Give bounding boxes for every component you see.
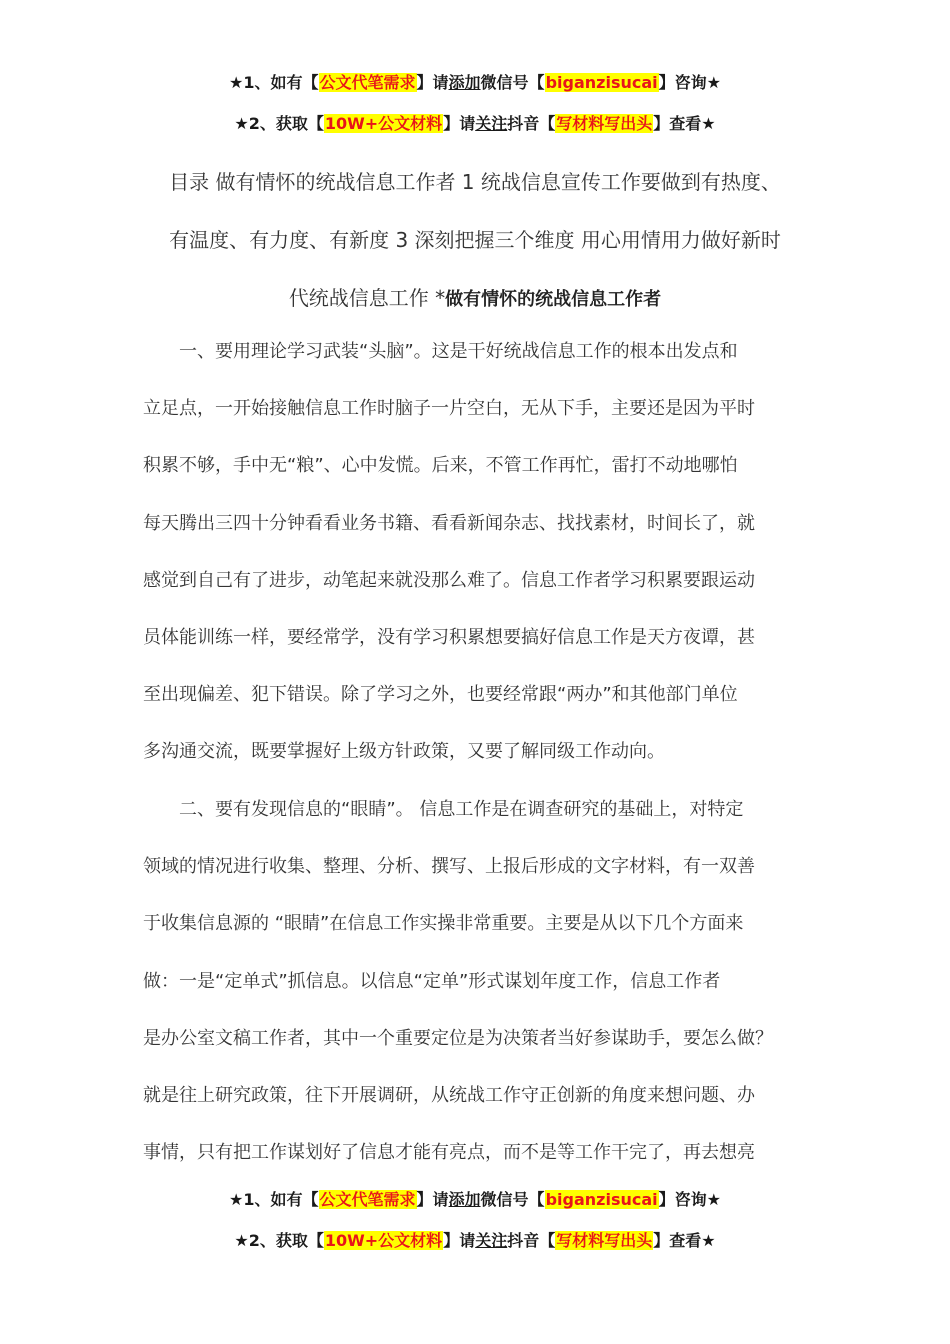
- paragraph-line: 领域的情况进行收集、整理、分析、撰写、上报后形成的文字材料，有一双善: [143, 856, 755, 878]
- banner-prefix: ★1、如有【: [229, 73, 319, 92]
- banner-prefix: ★1、如有【: [229, 1190, 319, 1209]
- banner-suffix: 】查看★: [653, 1231, 716, 1250]
- paragraph-2: [143, 781, 813, 1181]
- table-of-contents: [143, 153, 807, 329]
- banner-suffix: 】查看★: [653, 114, 716, 133]
- banner-highlight: biganzisucai: [545, 73, 658, 92]
- section-title: 做有情怀的统战信息工作者: [445, 289, 662, 310]
- banner-text: 微信号【: [480, 1190, 545, 1209]
- toc-line-3-prefix: 代统战信息工作 *: [288, 286, 446, 310]
- banner-highlight: biganzisucai: [545, 1190, 658, 1209]
- paragraph-line: 就是往上研究政策，往下开展调研，从统战工作守正创新的角度来想问题、办: [143, 1084, 755, 1106]
- banner-emphasis: 添加: [448, 73, 481, 92]
- paragraph-line: 多沟通交流，既要掌握好上级方针政策，又要了解同级工作动向。: [143, 741, 665, 763]
- header-banner-line-1: [0, 70, 950, 93]
- paragraph-1: [143, 323, 813, 781]
- toc-line-1: 目录 做有情怀的统战信息工作者 1 统战信息宣传工作要做到有热度、: [169, 170, 781, 194]
- banner-emphasis: 关注: [475, 114, 508, 133]
- banner-highlight: 10W+公文材料: [324, 1231, 443, 1250]
- paragraph-line: 是办公室文稿工作者，其中一个重要定位是为决策者当好参谋助手，要怎么做？: [143, 1027, 773, 1049]
- banner-highlight: 10W+公文材料: [324, 114, 443, 133]
- banner-suffix: 】咨询★: [658, 1190, 721, 1209]
- paragraph-line: 于收集信息源的 “眼睛”在信息工作实操非常重要。主要是从以下几个方面来: [143, 913, 744, 935]
- banner-emphasis: 关注: [475, 1231, 508, 1250]
- paragraph-line: 感觉到自己有了进步，动笔起来就没那么难了。信息工作者学习积累要跟运动: [143, 569, 755, 591]
- paragraph-line: 立足点，一开始接触信息工作时脑子一片空白，无从下手，主要还是因为平时: [143, 398, 755, 420]
- banner-emphasis: 添加: [448, 1190, 481, 1209]
- banner-highlight: 公文代笔需求: [319, 73, 416, 92]
- paragraph-line: 事情，只有把工作谋划好了信息才能有亮点，而不是等工作干完了，再去想亮: [143, 1142, 755, 1164]
- toc-line-2: 有温度、有力度、有新度 3 深刻把握三个维度 用心用情用力做好新时: [169, 228, 781, 252]
- paragraph-line: 积累不够，手中无“粮”、心中发慌。后来，不管工作再忙，雷打不动地哪怕: [143, 455, 738, 477]
- banner-highlight: 写材料写出头: [556, 114, 653, 133]
- footer-banner-line-2: [0, 1228, 950, 1251]
- banner-text: 】请: [443, 1231, 476, 1250]
- banner-text: 】请: [416, 73, 449, 92]
- banner-highlight: 写材料写出头: [556, 1231, 653, 1250]
- banner-prefix: ★2、获取【: [234, 114, 324, 133]
- banner-text: 】请: [443, 114, 476, 133]
- banner-prefix: ★2、获取【: [234, 1231, 324, 1250]
- paragraph-line: 二、要有发现信息的“眼睛”。 信息工作是在调查研究的基础上，对特定: [143, 799, 744, 820]
- toc-line-3: [143, 269, 807, 329]
- banner-suffix: 】咨询★: [658, 73, 721, 92]
- footer-banner-line-1: [0, 1187, 950, 1210]
- banner-text: 】请: [416, 1190, 449, 1209]
- paragraph-line: 一、要用理论学习武装“头脑”。这是干好统战信息工作的根本出发点和: [143, 341, 738, 362]
- banner-highlight: 公文代笔需求: [319, 1190, 416, 1209]
- banner-text: 抖音【: [507, 114, 556, 133]
- paragraph-line: 至出现偏差、犯下错误。除了学习之外，也要经常跟“两办”和其他部门单位: [143, 684, 738, 706]
- paragraph-line: 做：一是“定单式”抓信息。以信息“定单”形式谋划年度工作，信息工作者: [143, 970, 721, 992]
- paragraph-line: 每天腾出三四十分钟看看业务书籍、看看新闻杂志、找找素材，时间长了，就: [143, 512, 755, 534]
- paragraph-line: 员体能训练一样，要经常学，没有学习积累想要搞好信息工作是天方夜谭，甚: [143, 626, 755, 648]
- header-banner-line-2: [0, 111, 950, 134]
- banner-text: 微信号【: [480, 73, 545, 92]
- banner-text: 抖音【: [507, 1231, 556, 1250]
